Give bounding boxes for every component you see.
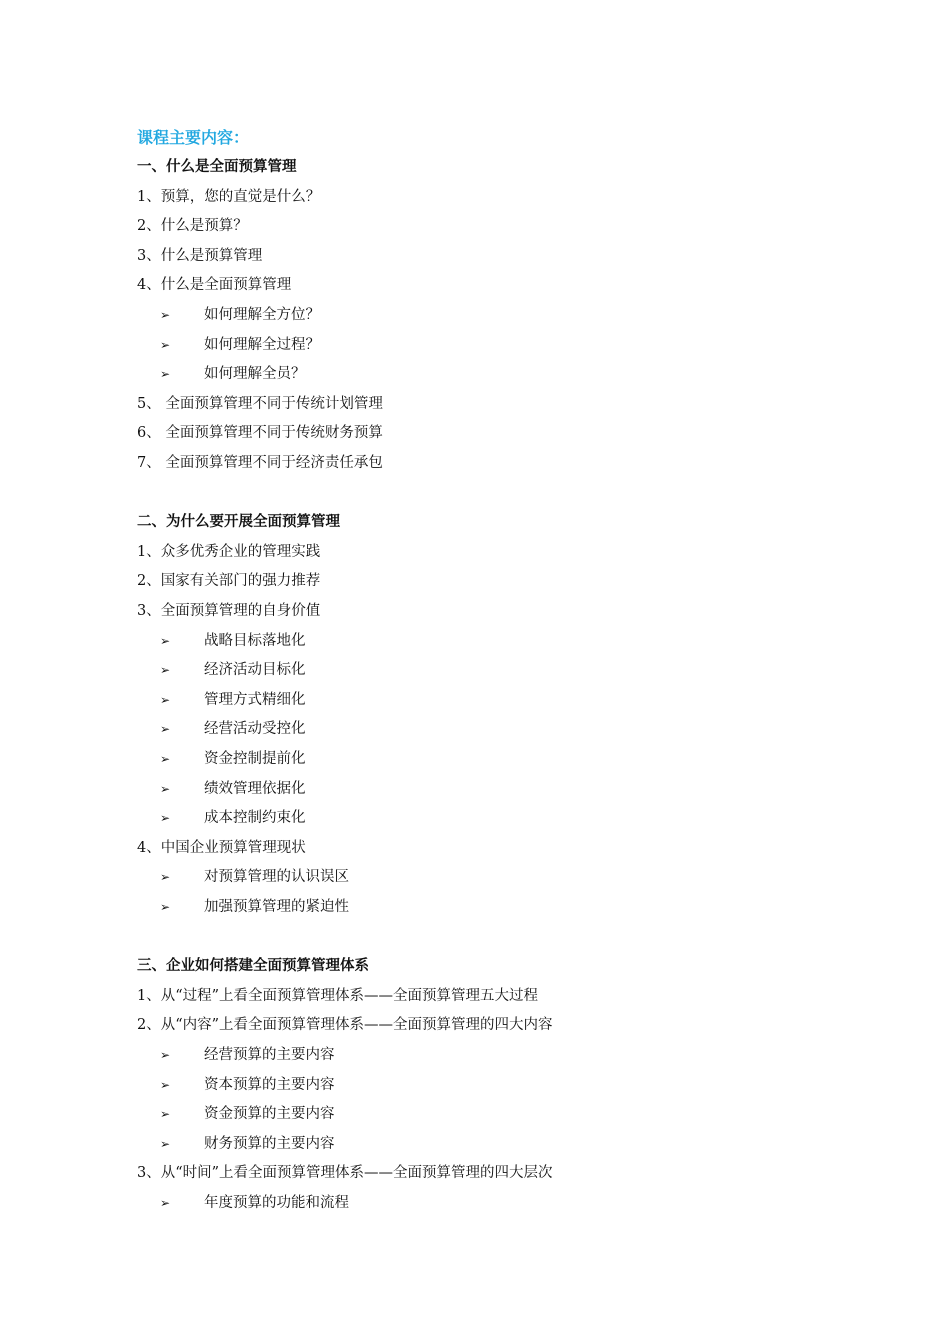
sub-list-item (160, 717, 306, 741)
arrow-bullet-icon: ➢ (160, 1048, 171, 1062)
list-item: 1、从“过程”上看全面预算管理体系——全面预算管理五大过程 (137, 988, 539, 1004)
sub-list-item (160, 658, 306, 682)
list-item: 1、预算，您的直觉是什么？ (137, 189, 321, 205)
sub-list-item-label: 管理方式精细化 (204, 692, 306, 708)
sub-list-item-label: 资金预算的主要内容 (204, 1106, 335, 1122)
sub-list-item (160, 1132, 335, 1156)
list-item: 2、从“内容”上看全面预算管理体系——全面预算管理的四大内容 (137, 1017, 553, 1033)
sub-list-item-label: 绩效管理依据化 (204, 781, 306, 797)
arrow-bullet-icon: ➢ (160, 870, 171, 884)
sub-list-item (160, 895, 349, 919)
sub-list-item-label: 经营预算的主要内容 (204, 1047, 335, 1063)
sub-list-item-label: 如何理解全员？ (204, 366, 306, 382)
sub-list-item-label: 财务预算的主要内容 (204, 1136, 335, 1152)
sub-list-item-label: 经营活动受控化 (204, 721, 306, 737)
sub-list-item (160, 865, 349, 889)
list-item: 7、 全面预算管理不同于经济责任承包 (137, 455, 383, 471)
arrow-bullet-icon: ➢ (160, 693, 171, 707)
arrow-bullet-icon: ➢ (160, 1137, 171, 1151)
sub-list-item-label: 对预算管理的认识误区 (204, 869, 349, 885)
list-item: 2、什么是预算？ (137, 218, 248, 234)
arrow-bullet-icon: ➢ (160, 367, 171, 381)
sub-list-item (160, 777, 306, 801)
sub-list-item (160, 333, 320, 357)
arrow-bullet-icon: ➢ (160, 308, 171, 322)
list-item: 6、 全面预算管理不同于传统财务预算 (137, 425, 383, 441)
document-title: 课程主要内容： (137, 128, 250, 147)
list-item: 5、 全面预算管理不同于传统计划管理 (137, 396, 383, 412)
section-heading: 二、为什么要开展全面预算管理 (137, 514, 340, 530)
section-heading: 一、什么是全面预算管理 (137, 159, 297, 175)
sub-list-item (160, 629, 306, 653)
sub-list-item (160, 1073, 335, 1097)
list-item: 3、全面预算管理的自身价值 (137, 603, 321, 619)
sub-list-item (160, 362, 306, 386)
sub-list-item-label: 资金控制提前化 (204, 751, 306, 767)
sub-list-item-label: 如何理解全过程？ (204, 337, 320, 353)
sub-list-item-label: 经济活动目标化 (204, 662, 306, 678)
arrow-bullet-icon: ➢ (160, 1078, 171, 1092)
section-heading: 三、企业如何搭建全面预算管理体系 (137, 958, 369, 974)
arrow-bullet-icon: ➢ (160, 722, 171, 736)
arrow-bullet-icon: ➢ (160, 752, 171, 766)
sub-list-item-label: 年度预算的功能和流程 (204, 1195, 349, 1211)
arrow-bullet-icon: ➢ (160, 1107, 171, 1121)
sub-list-item (160, 806, 306, 830)
sub-list-item-label: 成本控制约束化 (204, 810, 306, 826)
sub-list-item (160, 688, 306, 712)
list-item: 4、什么是全面预算管理 (137, 277, 292, 293)
list-item: 3、从“时间”上看全面预算管理体系——全面预算管理的四大层次 (137, 1165, 553, 1181)
sub-list-item (160, 1191, 349, 1215)
sub-list-item (160, 1102, 335, 1126)
sub-list-item (160, 747, 306, 771)
sub-list-item-label: 如何理解全方位？ (204, 307, 320, 323)
arrow-bullet-icon: ➢ (160, 338, 171, 352)
list-item: 1、众多优秀企业的管理实践 (137, 544, 321, 560)
sub-list-item (160, 303, 320, 327)
list-item: 3、什么是预算管理 (137, 248, 263, 264)
list-item: 2、国家有关部门的强力推荐 (137, 573, 321, 589)
arrow-bullet-icon: ➢ (160, 900, 171, 914)
arrow-bullet-icon: ➢ (160, 663, 171, 677)
arrow-bullet-icon: ➢ (160, 782, 171, 796)
arrow-bullet-icon: ➢ (160, 634, 171, 648)
sub-list-item (160, 1043, 335, 1067)
sub-list-item-label: 加强预算管理的紧迫性 (204, 899, 349, 915)
sub-list-item-label: 资本预算的主要内容 (204, 1077, 335, 1093)
list-item: 4、中国企业预算管理现状 (137, 840, 306, 856)
arrow-bullet-icon: ➢ (160, 1196, 171, 1210)
arrow-bullet-icon: ➢ (160, 811, 171, 825)
sub-list-item-label: 战略目标落地化 (204, 633, 306, 649)
